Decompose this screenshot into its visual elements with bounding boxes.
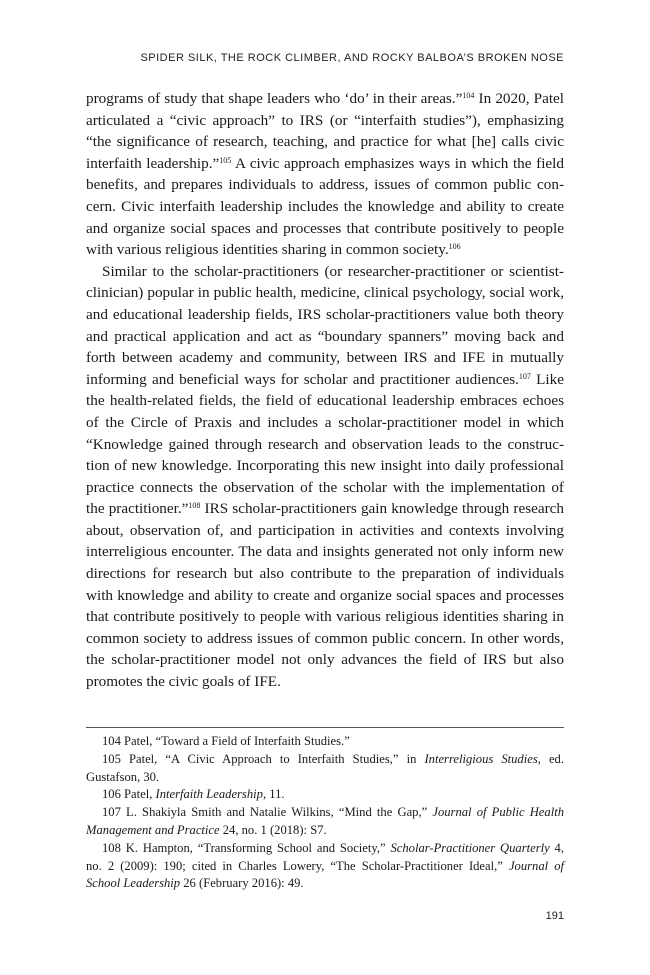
fn104-text: 104 Patel, “Toward a Field of Interfaith Studies.” bbox=[102, 734, 350, 748]
fn105-text-b: , ed. Gustafson, 30. bbox=[86, 751, 564, 784]
p1-text-b: In 2020, Patel articulated a “civic approach” to IRS (or “interfaith studies”), emphasizing “the significance of research, teaching, and practice for what [he] calls civic interfaith leadership.” bbox=[86, 90, 564, 172]
fn107-text-a: 107 L. Shakiyla Smith and Natalie Wilkins, “Mind the Gap,” bbox=[102, 805, 433, 820]
footnotes bbox=[86, 733, 564, 893]
footnote-ref-108: 108 bbox=[188, 501, 201, 511]
footnote-108 bbox=[86, 840, 564, 893]
footnote-ref-107: 107 bbox=[518, 371, 531, 381]
fn107-title: Journal of Public Health Management and Practice bbox=[86, 805, 564, 837]
footnote-107 bbox=[86, 804, 564, 840]
footnote-divider bbox=[86, 727, 564, 728]
footnote-105 bbox=[86, 751, 564, 787]
running-head: SPIDER SILK, THE ROCK CLIMBER, AND ROCKY BALBOA’S BROKEN NOSE bbox=[140, 52, 564, 64]
body-text bbox=[86, 88, 564, 693]
p2-text-c: IRS scholar-practitioners gain knowledge through research about, observation of, and participation in activities and contexts involving interreligious encounter. The data and insights generated not only inform new directions for research but also contribute to the preparation of individuals with knowledge and ability to create and organize social spaces and processes that contribute positively to people with various religious identities sharing in common society to address issues of common public concern. In other words, the scholar-practitioner model not only advances the field of IRS but also promotes the civic goals of IFE. bbox=[86, 500, 564, 691]
fn108-text-c: 26 (February 2016): 49. bbox=[180, 876, 304, 891]
fn108-text-a: 108 K. Hampton, “Transforming School and Society,” bbox=[102, 840, 391, 855]
fn105-text-a: 105 Patel, “A Civic Approach to Interfaith Studies,” in bbox=[102, 751, 425, 766]
fn106-title: Interfaith Leadership bbox=[155, 787, 263, 802]
fn108-text-b: 4, no. 2 (2009): 190; cited in Charles Lowery, “The Scholar-Practitioner Ideal,” bbox=[86, 840, 564, 873]
paragraph-2 bbox=[86, 261, 564, 693]
p2-text-b: Like the health-related fields, the field of educational leadership embraces echoes of the Circle of Praxis and includes a scholar-practitioner model in which “Knowledge gained through research and observation leads to the construction of new knowledge. Incorporating this new insight into daily professional practice connects the observation of the scholar with the implementation of the practitioner.” bbox=[86, 370, 564, 518]
fn108-title-2: Journal of School Leadership bbox=[86, 858, 564, 891]
footnote-ref-106: 106 bbox=[448, 242, 461, 252]
fn106-text-a: 106 Patel, bbox=[102, 787, 156, 802]
page-number: 191 bbox=[545, 910, 564, 922]
footnote-104 bbox=[86, 733, 564, 751]
fn106-text-b: , 11. bbox=[262, 787, 285, 802]
footnote-ref-104: 104 bbox=[462, 91, 475, 100]
p2-text-a: Similar to the scholar-practitioners (or researcher-practitioner or scientist-clinician) popular in public health, medicine, clinical psychology, social work, and educational leadership fields, IRS scholar-practitioners value both theory and practical application and act as “boundary spanners” moving back and forth between academy and community, between IRS and IFE in mutually informing and beneficial ways for scholar and practitioner audiences. bbox=[86, 262, 564, 388]
paragraph-1 bbox=[86, 88, 564, 261]
p1-text-c: A civic approach emphasizes ways in which the field benefits, and prepares individuals to address, issues of common public concern. Civic interfaith leadership includes the knowledge and ability to create and organize social spaces and processes that contribute positively to people with various religious identities sharing in common society. bbox=[86, 154, 564, 259]
fn108-title: Scholar-Practitioner Quarterly bbox=[390, 840, 550, 855]
footnote-ref-105: 105 bbox=[219, 155, 232, 165]
p1-text-a: programs of study that shape leaders who ‘do’ in their areas.” bbox=[86, 90, 463, 107]
fn107-text-b: 24, no. 1 (2018): S7. bbox=[219, 822, 327, 837]
footnote-106 bbox=[86, 786, 564, 804]
fn105-title: Interreligious Studies bbox=[424, 751, 538, 766]
